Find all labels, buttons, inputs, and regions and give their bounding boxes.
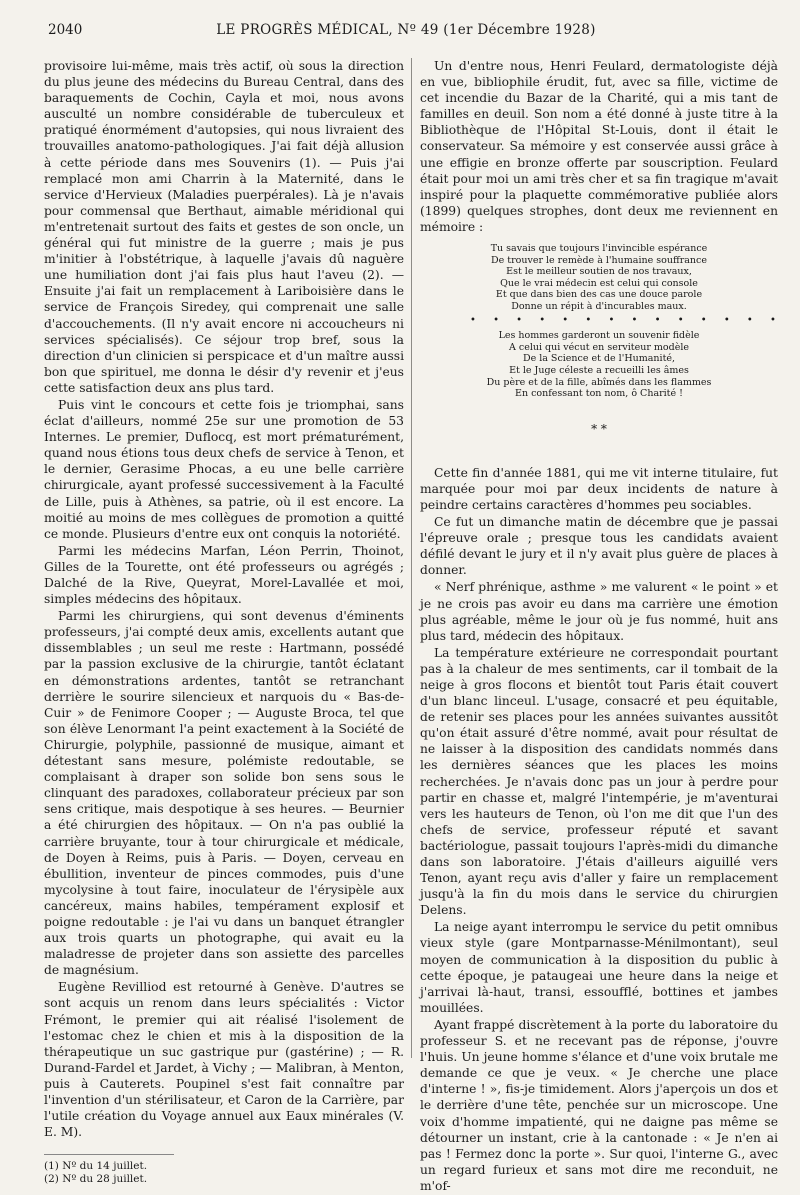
paragraph: Ayant frappé discrètement à la porte du laboratoire du professeur S. et ne recevant pas de réponse, j'ouvre l'huis. Un jeune homme s'élance et d'une voix brutale me demande ce que je veux. « Je cherche une place d'interne ! », fis-je timidement. Alors j'aperçois un dos et le derrière d'une tête, penchée sur un microscope. Une voix d'homme impatienté, qui ne daigne pas même se détourner un instant, crie à la cantonade : « Je n'en ai pas ! Fermez donc la porte ». Sur quoi, l'interne G., avec un regard furieux et sans mot dire me reconduit, ne m'of- <box>420 1017 778 1193</box>
paragraph: Eugène Revilliod est retourné à Genève. D'autres se sont acquis un renom dans leurs spécialités : Victor Frémont, le premier qui ait réalisé l'isolement de l'estomac chez le chien et mis à la disposition de la thérapeutique un suc gastrique pur (gastérine) ; — R. Durand-Fardel et Jardet, à Vichy ; — Malibran, à Menton, puis à Cauterets. Poupinel s'est fait connaître par l'invention d'un stérilisateur, et Caron de la Carrière, par l'utile création du Voyage annuel aux Eaux minérales (V. E. M). <box>44 980 404 1140</box>
poem <box>420 243 783 400</box>
column-divider <box>411 58 412 1058</box>
poem-line: Est le meilleur soutien de nos travaux, <box>506 266 692 278</box>
poem-line: Et le Juge céleste a recueilli les âmes <box>509 364 689 376</box>
footnote: (2) Nº du 28 juillet. <box>44 1173 148 1186</box>
paragraph: Cette fin d'année 1881, qui me vit interne titulaire, fut marquée pour moi par deux incidents de nature à peindre certains caractères d'hommes peu sociables. <box>420 465 778 512</box>
journal-title: LE PROGRÈS MÉDICAL, Nº 49 (1er Décembre 1928) <box>216 22 596 38</box>
paragraph: Ce fut un dimanche matin de décembre que je passai l'épreuve orale ; presque tous les candidats avaient défilé devant le jury et il n'y avait plus guère de places à donner. <box>420 515 778 578</box>
paragraph: Un d'entre nous, Henri Feulard, dermatologiste déjà en vue, bibliophile érudit, fut, avec sa fille, victime de cet incendie du Bazar de la Charité, qui a mis tant de familles en deuil. Son nom a été donné à juste titre à la Bibliothèque de l'Hôpital St-Louis, dont il était le conservateur. Sa mémoire y est conservée aussi grâce à une effigie en bronze offerte par souscription. Feulard était pour moi un ami très cher et sa fin tragique m'avait inspiré pour la plaquette commémorative publiée alors (1899) quelques strophes, dont deux me reviennent en mémoire : <box>420 59 778 234</box>
paragraph: Parmi les chirurgiens, qui sont devenus d'éminents professeurs, j'ai compté deux amis, excellents autant que dissemblables ; un seul me reste : Hartmann, possédé par la passion exclusive de la chirurgie, tantôt éclatant en démonstrations ardentes, tantôt se retranchant derrière le sourire silencieux et narquois du « Bas-de-Cuir » de Fenimore Cooper ; — Auguste Broca, tel que son élève Lenormant l'a peint exactement à la Société de Chirurgie, polyphile, passionné de musique, aimant et détestant sans mesure, polémiste redoutable, se complaisant à draper son solide bon sens sous le clinquant des paradoxes, collaborateur précieux par son sens critique, mais despotique à ses heures. — Beurnier a été chirurgien des hôpitaux. — On n'a pas oublié la carrière bruyante, tour à tour chirurgicale et médicale, de Doyen à Reims, puis à Paris. — Doyen, cerveau en ébullition, inventeur de pinces commodes, puis d'une mycolysine à tout faire, inoculateur de l'érysipèle aux cancéreux, mains habiles, tempérament explosif et poigne redoutable : je l'ai vu dans un banquet étrangler aux trois quarts un photographe, qui avait eu la maladresse de projeter dans son assiette des parcelles de magnésium. <box>44 609 404 978</box>
paragraph: La neige ayant interrompu le service du petit omnibus vieux style (gare Montparnasse-Ménilmontant), seul moyen de communication à la disposition du public à cette époque, je pataugeai une heure dans la neige et j'arrivai là-haut, transi, essoufflé, bottines et jambes mouillées. <box>420 920 778 1015</box>
paragraph: Puis vint le concours et cette fois je triomphai, sans éclat d'ailleurs, nommé 25e sur une promotion de 53 Internes. Le premier, Duflocq, est mort prématurément, quand nous étions tous deux chefs de service à Tenon, et le dernier, Gerasime Phocas, a eu une belle carrière chirurgicale, ayant professé successivement à la Faculté de Lille, puis à Athènes, sa patrie, où il est encore. La moitié au moins de mes collègues de promotion a quitté ce monde. Plusieurs d'entre eux ont conquis la notoriété. <box>44 397 404 541</box>
footnotes <box>44 1154 174 1186</box>
poem-line: De la Science et de l'Humanité, <box>522 353 676 365</box>
section-separator: * * <box>591 421 607 436</box>
poem-line: Et que dans bien des cas une douce parole <box>495 289 703 301</box>
ellipsis-dots: • • • • • • • • • • • • • • <box>470 314 783 326</box>
poem-line: A celui qui vécut en serviteur modèle <box>509 341 689 353</box>
left-column <box>44 58 404 1186</box>
paragraph: provisoire lui-même, mais très actif, où sous la direction du plus jeune des médecins du Bureau Central, dans des baraquements de Cochin, Cayla et moi, nous avons ausculté un nombre considérable de tuberculeux et pratiqué énormément d'autopsies, qui nous livraient des trouvailles anatomo-pathologiques. J'ai fait déjà allusion à cette période dans mes Souvenirs (1). — Puis j'ai remplacé mon ami Charrin à la Maternité, dans le service d'Hervieux (Maladies puerpérales). Là je n'avais pour commensal que Berthaut, aimable méridional qui m'entretenait surtout des faits et gestes de son oncle, un général qui fut ministre de la guerre ; mais je pus m'initier à l'obstétrique, à laquelle j'avais dû naguère une humiliation dont j'ai fais plus haut l'aveu (2). — Ensuite j'ai fait un remplacement à Lariboisière dans le service de François Siredey, qui comprenait une salle d'accouchements. (Il n'y avait encore ni accoucheurs ni services spécialisés). Ce séjour trop bref, sous la direction d'un clinicien si perspicace et d'un maître aussi bon que spirituel, me donna le désir d'y revenir et j'eus cette satisfaction deux ans plus tard. <box>44 59 404 395</box>
poem-line: Que le vrai médecin est celui qui console <box>500 277 698 289</box>
paragraph: « Nerf phrénique, asthme » me valurent « le point » et je ne crois pas avoir eu dans ma carrière une émotion plus agréable, même le jour où je fus nommé, huit ans plus tard, médecin des hôpitaux. <box>420 580 778 643</box>
page-number: 2040 <box>48 22 83 38</box>
poem-line: De trouver le remède à l'humaine souffrance <box>491 254 707 266</box>
poem-line: En confessant ton nom, ô Charité ! <box>515 388 683 400</box>
paragraph: Parmi les médecins Marfan, Léon Perrin, Thoinot, Gilles de la Tourette, ont été professeurs ou agrégés ; Dalché de la Rive, Queyrat, Morel-Lavallée et moi, simples médecins des hôpitaux. <box>44 543 404 607</box>
footnote: (1) Nº du 14 juillet. <box>44 1160 148 1173</box>
poem-line: Du père et de la fille, abîmés dans les flammes <box>486 376 712 388</box>
poem-line: Les hommes garderont un souvenir fidèle <box>498 330 700 342</box>
running-header <box>48 22 764 40</box>
right-column <box>420 58 783 1195</box>
poem-line: Donne un répit à d'incurables maux. <box>511 301 687 312</box>
paragraph: La température extérieure ne correspondait pourtant pas à la chaleur de mes sentiments, car il tombait de la neige à gros flocons et bientôt tout Paris était couvert d'un blanc linceul. L'usage, consacré et peu équitable, de retenir ses places pour les années suivantes aussitôt qu'on était assuré d'être nommé, avait pour résultat de ne laisser à la disposition des candidats nommés dans les dernières séances que les places les moins recherchées. Je n'avais donc pas un jour à perdre pour partir en chasse et, malgré l'intempérie, je m'aventurai vers les hauteurs de Tenon, où l'on me dit que l'un des chefs de service, professeur réputé et savant bactériologue, passait toujours l'après-midi du dimanche dans son laboratoire. J'étais d'ailleurs aiguillé vers Tenon, ayant reçu avis d'aller y faire un remplacement jusqu'à la fin du mois dans le service du chirurgien Delens. <box>420 645 778 918</box>
poem-line: Tu savais que toujours l'invincible espérance <box>490 243 708 255</box>
